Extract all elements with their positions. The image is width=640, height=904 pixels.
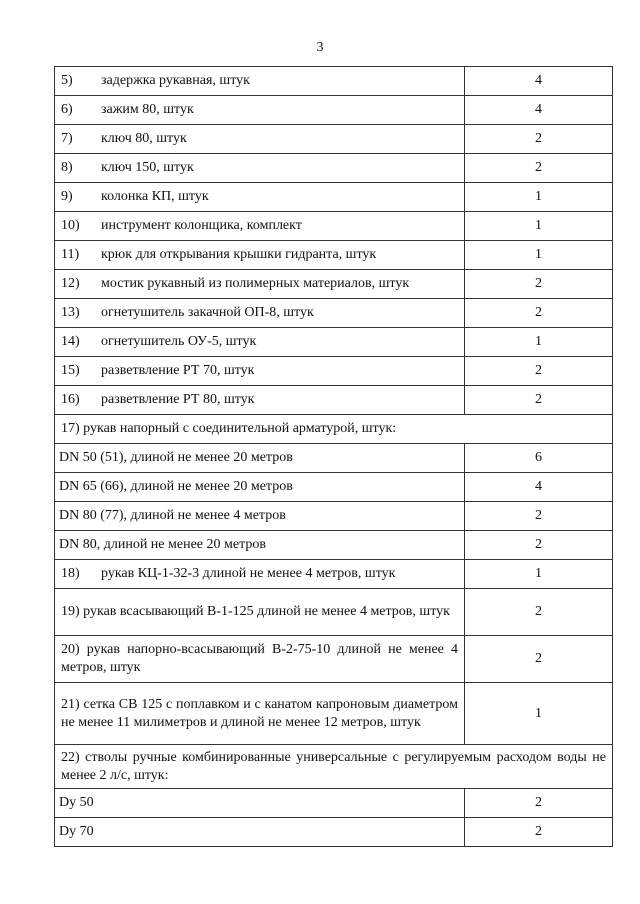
item-quantity: 4 [465,96,613,125]
item-quantity: 2 [465,270,613,299]
item-quantity: 2 [465,531,613,560]
table-row [55,386,613,415]
item-quantity: 1 [465,328,613,357]
item-number: 11) [61,247,80,262]
item-number: 13) [61,305,80,320]
group-header-row [55,745,613,789]
item-quantity: 1 [465,241,613,270]
table-row [55,96,613,125]
item-label [55,212,465,241]
item-quantity: 2 [465,154,613,183]
item-number: 10) [61,218,80,233]
item-quantity: 2 [465,818,613,847]
group-header-row [55,415,613,444]
item-quantity: 2 [465,589,613,636]
table-row [55,683,613,745]
page-number: 3 [316,40,324,55]
table-row [55,270,613,299]
equipment-table [54,66,613,847]
table-row [55,154,613,183]
item-label [55,183,465,212]
item-name: DN 50 (51), длиной не менее 20 метров [55,444,465,473]
table-row [55,357,613,386]
item-name: колонка КП, штук [101,189,209,204]
item-name: DN 80 (77), длиной не менее 4 метров [55,502,465,531]
item-number: 18) [61,566,80,581]
item-name: разветвление РТ 70, штук [101,363,255,378]
item-name: задержка рукавная, штук [101,73,250,88]
item-label [55,560,465,589]
table-row [55,241,613,270]
item-name: ключ 80, штук [101,131,187,146]
table-row [55,183,613,212]
item-text: 21) сетка СВ 125 с поплавком и с канатом капроновым диаметром не менее 11 милиметров и длиной не менее 12 метров, штук [55,683,465,745]
item-name: DN 65 (66), длиной не менее 20 метров [55,473,465,502]
table-row [55,328,613,357]
item-name: Dy 50 [55,789,465,818]
item-name: ключ 150, штук [101,160,194,175]
table-row [55,473,613,502]
table-row [55,818,613,847]
table-row [55,502,613,531]
item-quantity: 2 [465,789,613,818]
item-name: Dy 70 [55,818,465,847]
item-name: DN 80, длиной не менее 20 метров [55,531,465,560]
item-name: зажим 80, штук [101,102,194,117]
item-quantity: 2 [465,502,613,531]
item-quantity: 2 [465,386,613,415]
item-label [55,328,465,357]
item-number: 15) [61,363,80,378]
item-name: огнетушитель ОУ-5, штук [101,334,257,349]
item-quantity: 2 [465,125,613,154]
item-name: мостик рукавный из полимерных материалов, штук [101,276,410,291]
item-name: разветвление РТ 80, штук [101,392,255,407]
item-label [55,241,465,270]
item-quantity: 4 [465,473,613,502]
item-text: 20) рукав напорно-всасывающий В-2-75-10 длиной не менее 4 метров, штук [55,636,465,683]
item-label [55,270,465,299]
item-number: 14) [61,334,80,349]
item-quantity: 1 [465,212,613,241]
table-row [55,560,613,589]
item-number: 16) [61,392,80,407]
item-label [55,125,465,154]
table-row [55,299,613,328]
table-row [55,589,613,636]
item-quantity: 2 [465,357,613,386]
table-row [55,636,613,683]
item-number: 7) [61,131,73,146]
item-number: 12) [61,276,80,291]
item-quantity: 6 [465,444,613,473]
item-quantity: 1 [465,183,613,212]
item-name: крюк для открывания крышки гидранта, штук [101,247,377,262]
group-header-17: 17) рукав напорный с соединительной арматурой, штук: [55,415,613,444]
item-label [55,386,465,415]
item-name: инструмент колонщика, комплект [101,218,302,233]
item-label [55,96,465,125]
item-text: 19) рукав всасывающий В-1-125 длиной не менее 4 метров, штук [55,589,465,636]
table-row [55,444,613,473]
item-label [55,357,465,386]
table-row [55,531,613,560]
item-label [55,154,465,183]
item-quantity: 1 [465,683,613,745]
item-name: огнетушитель закачной ОП-8, штук [101,305,314,320]
item-quantity: 2 [465,299,613,328]
item-number: 6) [61,102,73,117]
item-quantity: 2 [465,636,613,683]
equipment-table-body [55,67,613,847]
item-name: рукав КЦ-1-32-3 длиной не менее 4 метров, штук [101,566,396,581]
table-row [55,67,613,96]
item-number: 9) [61,189,73,204]
table-row [55,212,613,241]
item-number: 8) [61,160,73,175]
item-number: 5) [61,73,73,88]
table-row [55,125,613,154]
table-row [55,789,613,818]
item-quantity: 4 [465,67,613,96]
item-quantity: 1 [465,560,613,589]
group-header-22: 22) стволы ручные комбинированные универсальные с регулируемым расходом воды не менее 2 л/с, штук: [55,745,613,789]
item-label [55,67,465,96]
item-label [55,299,465,328]
